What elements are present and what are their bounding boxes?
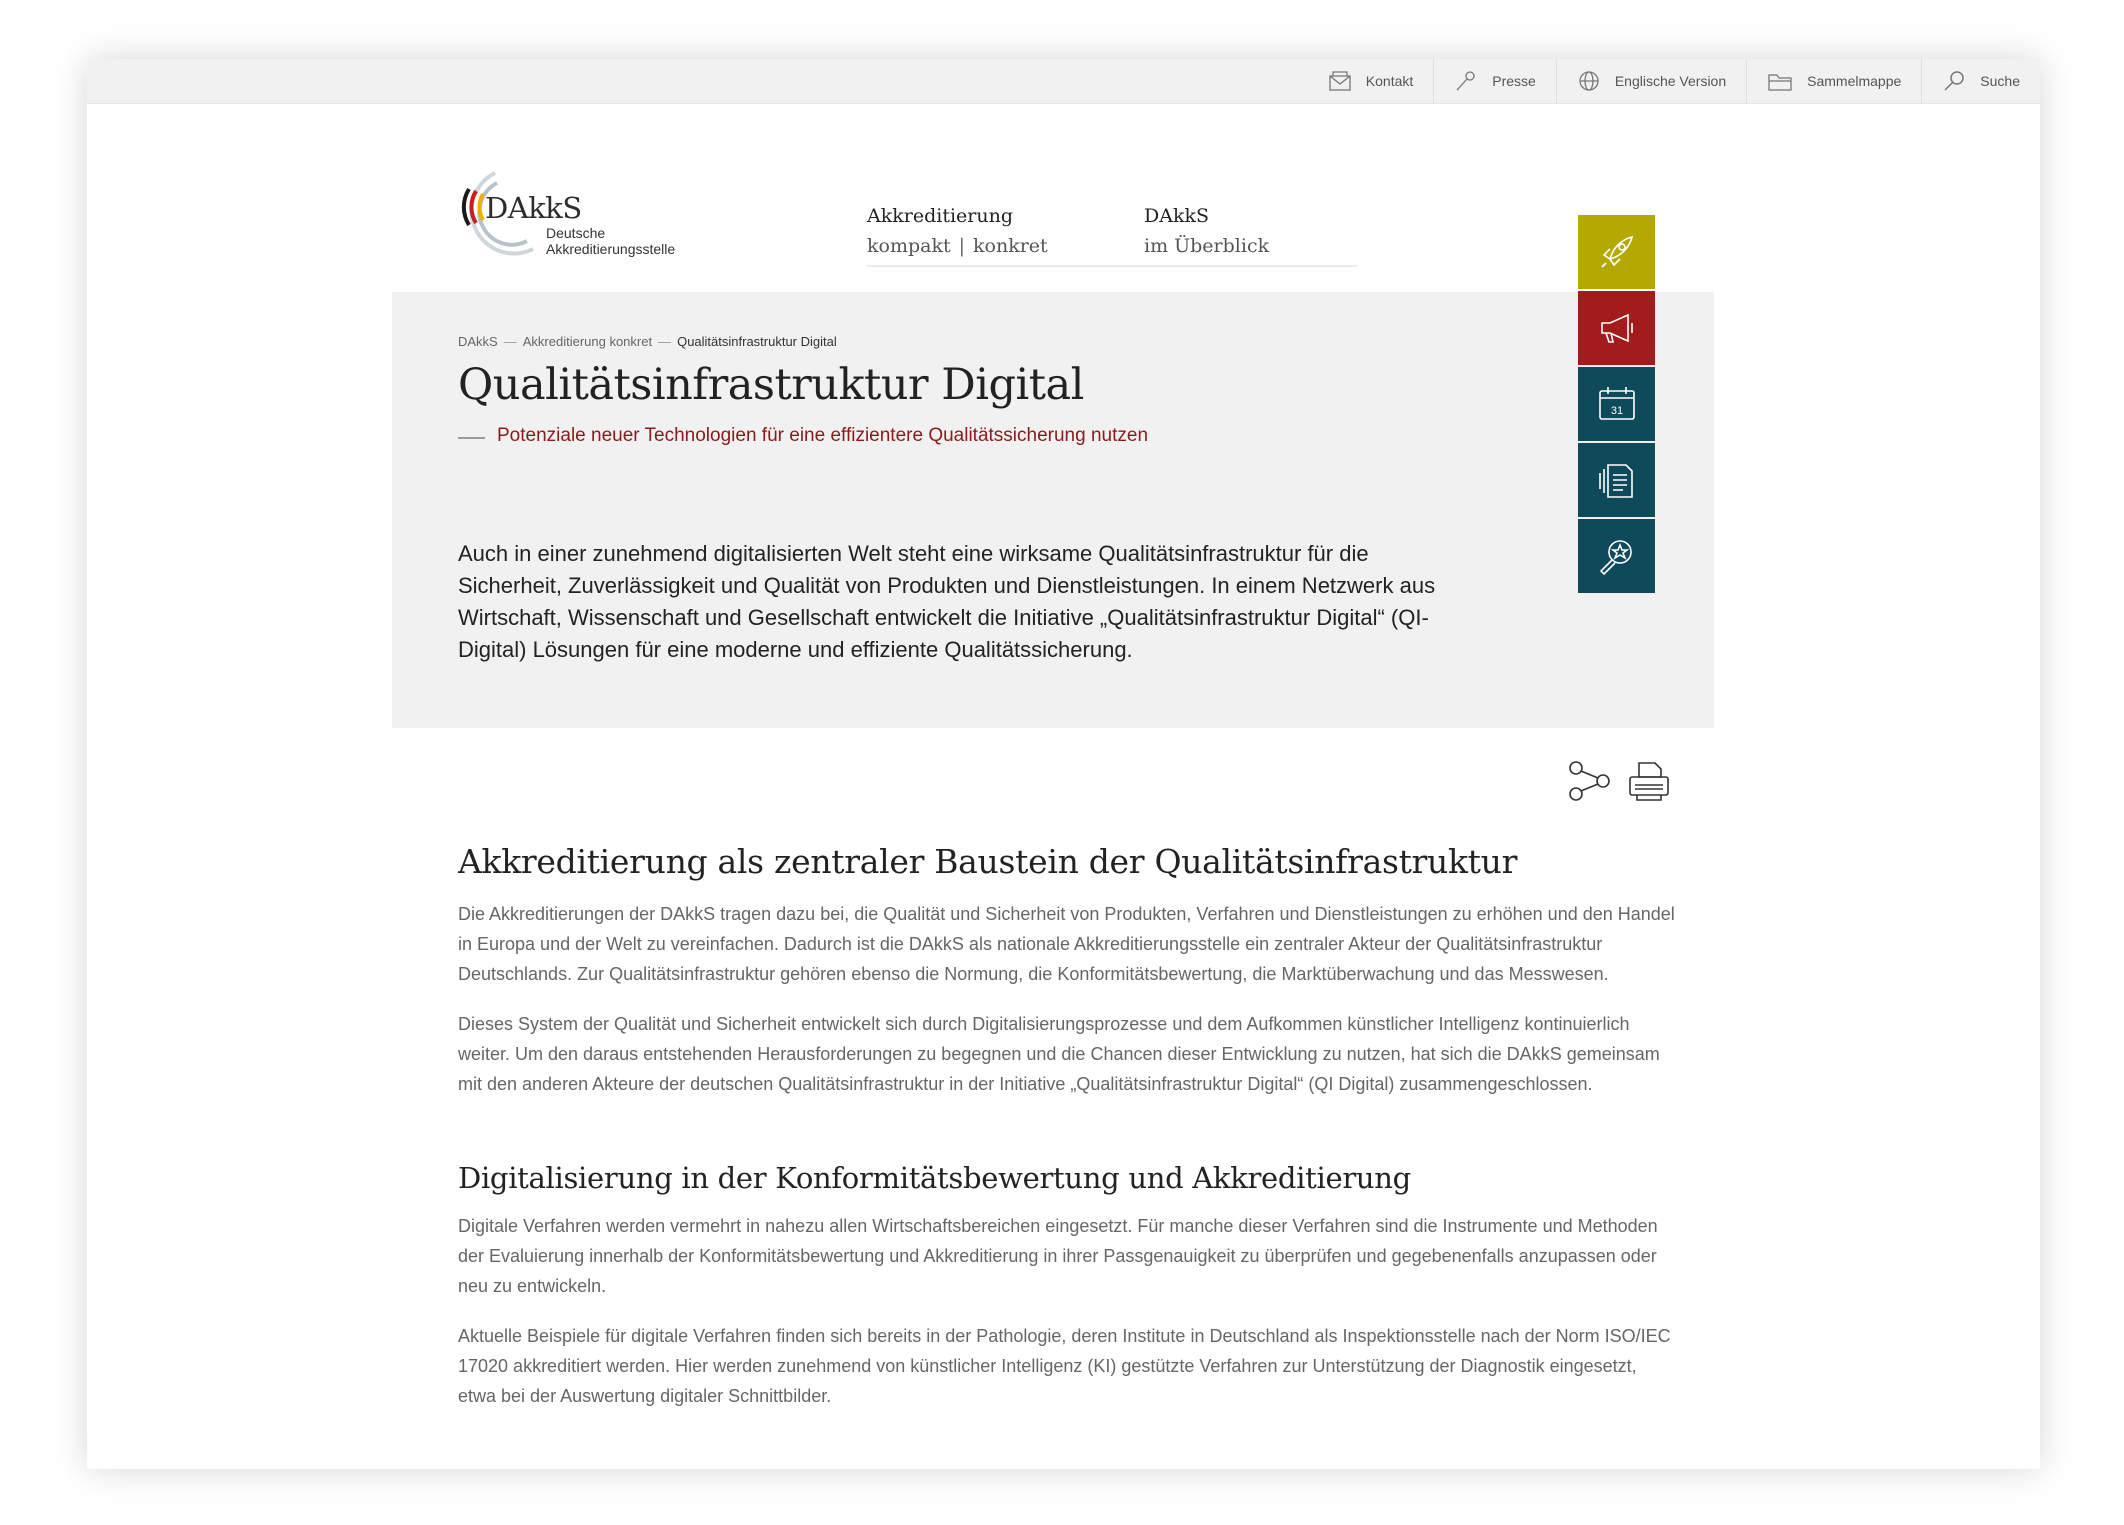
nav-item-title: Akkreditierung (867, 205, 1013, 227)
utility-link-label: Sammelmappe (1807, 73, 1902, 89)
page-tools (1567, 759, 1671, 808)
utility-link-suche[interactable] (1921, 59, 2040, 103)
paragraph: Digitale Verfahren werden vermehrt in nahezu allen Wirtschaftsbereichen eingesetzt. Für manche dieser Verfahren sind die Instrumente und Methoden der Evaluierung innerhalb der Konformitätsbewertung und Akkreditierung in ihrer Passgenauigkeit zu überprüfen und gegebenenfalls anzupassen oder neu zu entwickeln. (458, 1216, 1658, 1296)
megaphone-icon (1596, 307, 1638, 349)
breadcrumb-separator: — (503, 334, 517, 349)
breadcrumb-item-current: Qualitätsinfrastruktur Digital (677, 334, 837, 349)
main-navigation (867, 205, 1357, 267)
nav-separator: | (958, 235, 966, 257)
dakks-logo[interactable] (455, 161, 695, 261)
tile-calendar[interactable] (1578, 367, 1655, 441)
utility-link-label: Presse (1492, 73, 1536, 89)
subtitle-dash (458, 437, 485, 439)
page-subtitle (458, 425, 1148, 447)
logo-wordmark: DAkkS (485, 191, 582, 225)
intro-paragraph: Auch in einer zunehmend digitalisierten Welt steht eine wirksame Qualitätsinfrastruktur für die Sicherheit, Zuverlässigkeit und Qualität von Produkten und Dienstleistungen. In einem Netzwerk aus Wirtschaft, Wissenschaft und Gesellschaft entwickelt die Initiative „Qualitätsinfrastruktur Digital“ (QI-Digital) Lösungen für eine moderne und effiziente Qualitätssicherung. (458, 541, 1436, 662)
breadcrumb (458, 334, 837, 349)
nav-link-ueberblick[interactable]: im Überblick (1144, 235, 1270, 257)
folder-icon (1767, 70, 1793, 92)
breadcrumb-item-akkreditierung-konkret[interactable]: Akkreditierung konkret (522, 334, 653, 349)
utility-link-label: Suche (1980, 73, 2020, 89)
nav-item-title: DAkkS (1144, 205, 1209, 227)
paragraph: Die Akkreditierungen der DAkkS tragen dazu bei, die Qualität und Sicherheit von Produkten, Verfahren und Dienstleistungen zu erhöhen und den Handel in Europa und der Welt zu vereinfachen. Dadurch ist die DAkkS als nationale Akkreditierungsstelle ein zentraler Akteur der Qualitätsinfrastruktur Deutschlands. Zur Qualitätsinfrastruktur gehören ebenso die Normung, die Konformitätsbewertung, die Marktüberwachung und das Messwesen. (458, 904, 1675, 984)
nav-item-dakks[interactable] (1144, 205, 1269, 257)
quick-access-tiles (1578, 215, 1655, 595)
section-heading: Akkreditierung als zentraler Baustein der Qualitätsinfrastruktur (458, 842, 1518, 881)
magnifier-star-icon (1596, 535, 1638, 577)
utility-link-presse[interactable] (1433, 59, 1556, 103)
calendar-icon (1596, 383, 1638, 425)
breadcrumb-item-dakks[interactable]: DAkkS (458, 334, 498, 349)
main-content (458, 842, 1678, 1411)
section-heading: Digitalisierung in der Konformitätsbewertung und Akkreditierung (458, 1161, 1411, 1195)
logo-subtitle-line2: Akkreditierungsstelle (546, 241, 676, 257)
share-icon (1567, 759, 1611, 803)
utility-link-sammelmappe[interactable] (1746, 59, 1921, 103)
hero-section (392, 292, 1714, 728)
tile-megaphone[interactable] (1578, 291, 1655, 365)
utility-link-label: Kontakt (1365, 73, 1414, 89)
calendar-day-text: 31 (1610, 405, 1623, 417)
breadcrumb-separator: — (658, 334, 672, 349)
utility-link-kontakt[interactable] (1308, 59, 1433, 103)
share-button[interactable] (1567, 759, 1611, 808)
globe-icon (1577, 70, 1601, 92)
print-button[interactable] (1627, 759, 1671, 808)
nav-link-kompakt[interactable]: kompakt (867, 235, 951, 257)
documents-icon (1596, 459, 1638, 501)
page-title: Qualitätsinfrastruktur Digital (458, 360, 1084, 410)
microphone-icon (1454, 70, 1478, 92)
utility-link-englische-version[interactable] (1556, 59, 1746, 103)
search-icon (1942, 70, 1966, 92)
nav-item-akkreditierung[interactable] (867, 205, 1048, 257)
paragraph: Dieses System der Qualität und Sicherheit entwickelt sich durch Digitalisierungsprozesse und dem Aufkommen künstlicher Intelligenz kontinuierlich weiter. Um den daraus entstehenden Herausforderungen zu begegnen und die Chancen dieser Entwicklung zu nutzen, hat sich die DAkkS gemeinsam mit den anderen Akteure der deutschen Qualitätsinfrastruktur in der Initiative „Qualitätsinfrastruktur Digital“ (QI Digital) zusammengeschlossen. (458, 1014, 1660, 1094)
page-subtitle-text: Potenziale neuer Technologien für eine effizientere Qualitätssicherung nutzen (497, 425, 1149, 446)
tile-magnifier-star[interactable] (1578, 519, 1655, 593)
tile-documents[interactable] (1578, 443, 1655, 517)
tile-rocket[interactable] (1578, 215, 1655, 289)
logo-subtitle-line1: Deutsche (546, 225, 606, 241)
utility-link-label: Englische Version (1614, 73, 1727, 89)
nav-link-konkret[interactable]: konkret (973, 235, 1048, 257)
browser-page (87, 59, 2040, 1469)
rocket-icon (1596, 231, 1638, 273)
paragraph: Aktuelle Beispiele für digitale Verfahren finden sich bereits in der Pathologie, deren Institute in Deutschland als Inspektionsstelle nach der Norm ISO/IEC 17020 akkreditiert werden. Hier werden zunehmend von künstlicher Intelligenz (KI) gestützte Verfahren zur Unterstützung der Diagnostik eingesetzt, etwa bei der Auswertung digitaler Schnittbilder. (458, 1326, 1671, 1406)
printer-icon (1627, 759, 1671, 803)
nav-item-subline (867, 235, 1048, 257)
utility-bar (87, 59, 2040, 104)
envelope-icon (1328, 70, 1352, 92)
